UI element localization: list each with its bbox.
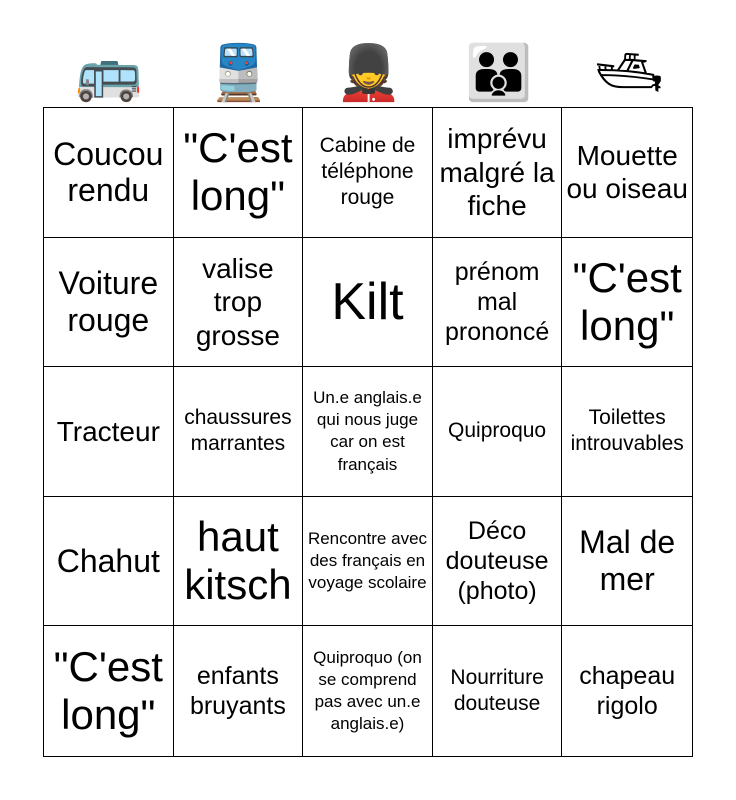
cell-text: Chahut [56, 542, 160, 579]
bingo-cell[interactable] [433, 108, 563, 238]
cell-text: Mal de mer [579, 524, 676, 598]
bingo-cell[interactable] [44, 497, 174, 627]
cell-text: Mouette ou oiseau [566, 139, 688, 205]
bingo-cell[interactable] [433, 238, 563, 368]
cell-text: chaussures marrantes [184, 406, 292, 456]
bingo-cell[interactable] [303, 108, 433, 238]
cell-text: imprévu malgré la fiche [439, 122, 555, 222]
cell-text: Rencontre avec des français en voyage scolaire [307, 528, 428, 593]
cell-text: Quiproquo (on se comprend pas avec un.e anglais.e) [313, 648, 422, 734]
bus-icon: 🚌 [75, 41, 143, 104]
bingo-cell[interactable] [433, 626, 563, 756]
cell-text: Quiproquo [448, 419, 547, 443]
cell-text: "C'est long" [572, 253, 682, 349]
bingo-cell[interactable] [174, 367, 304, 497]
guard-icon: 💂 [335, 41, 403, 104]
cell-text: prénom mal prononcé [444, 257, 550, 346]
bingo-cell[interactable] [174, 626, 304, 756]
bingo-cell[interactable] [303, 626, 433, 756]
cell-text: Déco douteuse (photo) [445, 517, 549, 606]
bingo-cell[interactable] [433, 367, 563, 497]
bingo-cell[interactable] [562, 238, 692, 368]
bingo-cell[interactable] [44, 367, 174, 497]
cell-text: Tracteur [56, 415, 160, 447]
bingo-cell[interactable] [562, 367, 692, 497]
bingo-cell[interactable] [44, 626, 174, 756]
bingo-cell[interactable] [303, 367, 433, 497]
bingo-cell[interactable] [174, 108, 304, 238]
bingo-cell[interactable] [44, 238, 174, 368]
bingo-cell[interactable] [174, 238, 304, 368]
cell-text: "C'est long" [183, 124, 293, 220]
boat-icon: 🛥 [594, 41, 664, 104]
cell-text: Coucou rendu [53, 135, 164, 209]
cell-text: Voiture rouge [58, 265, 159, 338]
bingo-cell[interactable] [562, 497, 692, 627]
cell-text: enfants bruyants [189, 662, 286, 721]
cell-text: Toilettes introuvables [570, 406, 684, 456]
cell-text: chapeau rigolo [579, 662, 676, 721]
cell-text: "C'est long" [53, 642, 163, 739]
cell-text: haut kitsch [184, 512, 292, 609]
bingo-cell[interactable] [562, 626, 692, 756]
bingo-cell[interactable] [303, 497, 433, 627]
bingo-cell[interactable] [303, 238, 433, 368]
train-icon: 🚆 [205, 41, 273, 104]
cell-text: Nourriture douteuse [450, 665, 544, 716]
bingo-cell[interactable] [174, 497, 304, 627]
cell-text: valise trop grosse [195, 252, 280, 351]
column-header [44, 38, 694, 108]
bingo-board [43, 107, 693, 757]
bingo-cell[interactable] [44, 108, 174, 238]
cell-text: Kilt [331, 272, 404, 331]
cell-text: Cabine de téléphone rouge [319, 133, 416, 210]
bingo-cell[interactable] [433, 497, 563, 627]
cell-text: Un.e anglais.e qui nous juge car on est français [313, 388, 422, 474]
bingo-cell[interactable] [562, 108, 692, 238]
family-icon: 👪 [465, 41, 533, 104]
